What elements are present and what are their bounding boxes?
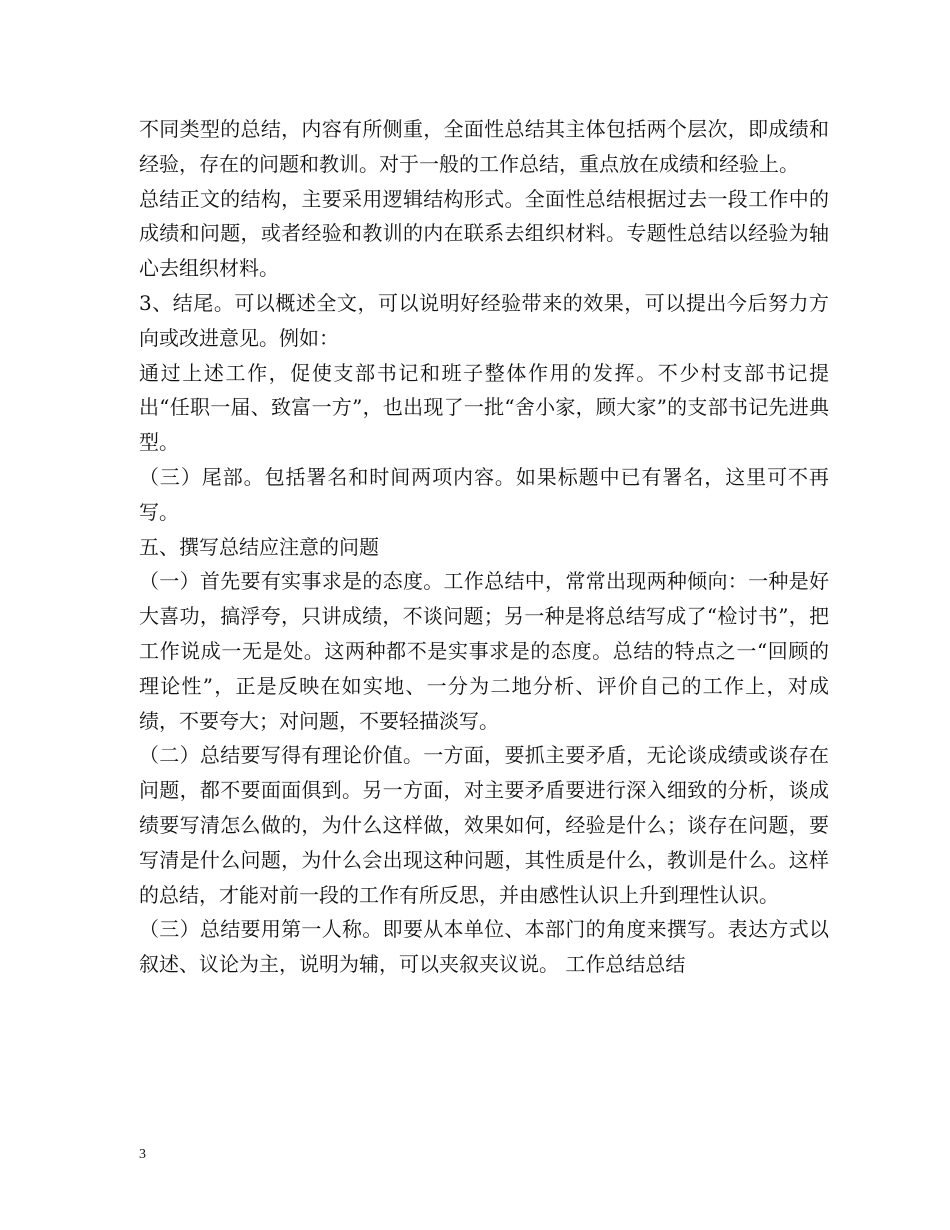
document-body: [139, 112, 829, 982]
paragraph-body-structure: 总结正文的结构，主要采用逻辑结构形式。全面性总结根据过去一段工作中的成绩和问题，或者经验和教训的内在联系去组织材料。专题性总结以经验为轴心去组织材料。: [139, 186, 829, 281]
paragraph-note-2: （二）总结要写得有理论价值。一方面，要抓主要矛盾，无论谈成绩或谈存在问题，都不要面面俱到。另一方面，对主要矛盾要进行深入细致的分析，谈成绩要写清怎么做的，为什么这样做，效果如何，经验是什么；谈存在问题，要写清是什么问题，为什么会出现这种问题，其性质是什么，教训是什么。这样的总结，才能对前一段的工作有所反思，并由感性认识上升到理性认识。: [139, 743, 829, 907]
paragraph-ending: 3、结尾。可以概述全文，可以说明好经验带来的效果，可以提出今后努力方向或改进意见。例如：: [139, 290, 829, 350]
paragraph-summary-types: 不同类型的总结，内容有所侧重，全面性总结其主体包括两个层次，即成绩和经验，存在的问题和教训。对于一般的工作总结，重点放在成绩和经验上。: [139, 117, 829, 176]
paragraph-note-3: （三）总结要用第一人称。即要从本单位、本部门的角度来撰写。表达方式以叙述、议论为主，说明为辅，可以夹叙夹议说。 工作总结总结: [139, 917, 829, 977]
paragraph-footer-section: （三）尾部。包括署名和时间两项内容。如果标题中已有署名，这里可不再写。: [139, 464, 829, 524]
page-number: 3: [139, 1147, 146, 1162]
section-heading-notes: 五、撰写总结应注意的问题: [139, 534, 379, 559]
paragraph-example: 通过上述工作，促使支部书记和班子整体作用的发挥。不少村支部书记提出“任职一届、致富一方”，也出现了一批“舍小家，顾大家”的支部书记先进典型。: [139, 360, 829, 455]
paragraph-note-1: （一）首先要有实事求是的态度。工作总结中，常常出现两种倾向：一种是好大喜功，搞浮夸，只讲成绩，不谈问题；另一种是将总结写成了“检讨书”，把工作说成一无是处。这两种都不是实事求是的态度。总结的特点之一“回顾的理论性”，正是反映在如实地、一分为二地分析、评价自己的工作上，对成绩，不要夸大；对问题，不要轻描淡写。: [139, 569, 829, 733]
